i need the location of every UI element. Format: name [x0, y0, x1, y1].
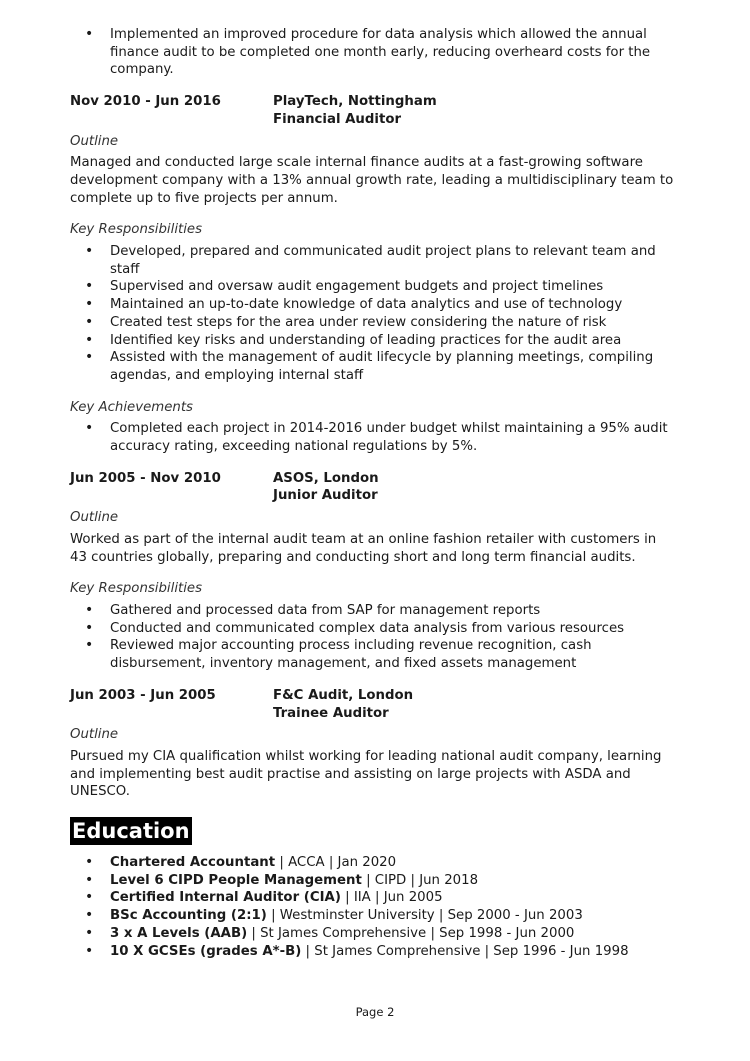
responsibilities-list	[70, 602, 675, 673]
outline-label: Outline	[70, 727, 119, 743]
achievements-list	[70, 420, 675, 455]
job-dates: Jun 2005 - Nov 2010	[70, 470, 221, 486]
outline-label: Outline	[70, 133, 119, 149]
education-item	[70, 943, 675, 961]
education-item	[70, 889, 675, 907]
job-entry-playtech	[70, 93, 675, 456]
list-item: • Assisted with the management of audit lifecycle by planning meetings, compiling agendas, and employing internal staff	[70, 349, 675, 384]
job-company-block	[273, 470, 379, 505]
job-dates: Jun 2003 - Jun 2005	[70, 687, 216, 703]
education-list	[70, 854, 675, 960]
education-heading: Education	[72, 819, 190, 844]
education-item	[70, 925, 675, 943]
list-item: • Conducted and communicated complex data analysis from various resources	[70, 620, 675, 638]
education-section	[70, 801, 675, 960]
job-header	[70, 470, 675, 505]
job-title: Financial Auditor	[273, 111, 402, 127]
resume-page	[70, 26, 675, 960]
job-entry-fc-audit	[70, 687, 675, 801]
qualification-name: Chartered Accountant	[110, 855, 276, 871]
education-item	[70, 872, 675, 890]
qualification-name: 3 x A Levels (AAB)	[110, 925, 248, 941]
list-item: • Gathered and processed data from SAP for management reports	[70, 602, 675, 620]
job-title: Trainee Auditor	[273, 705, 389, 721]
qualification-details: | Westminster University | Sep 2000 - Jun 2003	[266, 908, 583, 924]
qualification-details: | St James Comprehensive | Sep 1996 - Jun 1998	[301, 943, 629, 959]
job-outline: Managed and conducted large scale internal finance audits at a fast-growing software development company with a 13% annual growth rate, leading a multidisciplinary team to complete up to five projects per annum.	[70, 155, 674, 206]
job-title: Junior Auditor	[273, 488, 378, 504]
education-item	[70, 854, 675, 872]
list-item: • Reviewed major accounting process including revenue recognition, cash disbursement, inventory management, and fixed assets management	[70, 637, 675, 672]
qualification-name: Level 6 CIPD People Management	[110, 872, 362, 888]
job-outline: Worked as part of the internal audit team at an online fashion retailer with customers in 43 countries globally, preparing and conducting short and long term financial audits.	[70, 531, 657, 565]
previous-job-bullets	[70, 26, 675, 79]
qualification-details: | St James Comprehensive | Sep 1998 - Jun 2000	[247, 925, 575, 941]
qualification-details: | IIA | Jun 2005	[340, 890, 443, 906]
job-entry-asos	[70, 470, 675, 673]
outline-label: Outline	[70, 510, 119, 526]
education-item	[70, 907, 675, 925]
list-item: • Identified key risks and understanding of leading practices for the audit area	[70, 332, 675, 350]
page-number: Page 2	[355, 1005, 395, 1019]
list-item: • Implemented an improved procedure for data analysis which allowed the annual finance audit to be completed one month early, reducing overheard costs for the company.	[70, 26, 675, 79]
qualification-name: Certified Internal Auditor (CIA)	[110, 890, 341, 906]
list-item: • Created test steps for the area under review considering the nature of risk	[70, 314, 675, 332]
job-outline: Pursued my CIA qualification whilst working for leading national audit company, learning and implementing best audit practise and assisting on large projects with ASDA and UNESCO.	[70, 748, 662, 800]
job-dates: Nov 2010 - Jun 2016	[70, 94, 221, 110]
job-header	[70, 687, 675, 722]
qualification-details: | ACCA | Jan 2020	[275, 855, 397, 871]
qualification-name: 10 X GCSEs (grades A*-B)	[110, 943, 302, 959]
responsibilities-label: Key Responsibilities	[70, 222, 203, 238]
achievements-label: Key Achievements	[70, 399, 193, 415]
list-item: • Developed, prepared and communicated audit project plans to relevant team and staff	[70, 243, 675, 278]
job-company-block	[273, 93, 437, 128]
responsibilities-label: Key Responsibilities	[70, 581, 203, 597]
job-company: ASOS, London	[273, 470, 379, 486]
job-company: PlayTech, Nottingham	[273, 94, 437, 110]
list-item: • Completed each project in 2014-2016 under budget whilst maintaining a 95% audit accuracy rating, exceeding national regulations by 5%.	[70, 420, 675, 455]
responsibilities-list	[70, 243, 675, 385]
qualification-name: BSc Accounting (2:1)	[110, 908, 267, 924]
qualification-details: | CIPD | Jun 2018	[361, 872, 479, 888]
job-company: F&C Audit, London	[273, 687, 414, 703]
job-company-block	[273, 687, 413, 722]
job-header	[70, 93, 675, 128]
list-item: • Supervised and oversaw audit engagement budgets and project timelines	[70, 278, 675, 296]
list-item: • Maintained an up-to-date knowledge of data analytics and use of technology	[70, 296, 675, 314]
